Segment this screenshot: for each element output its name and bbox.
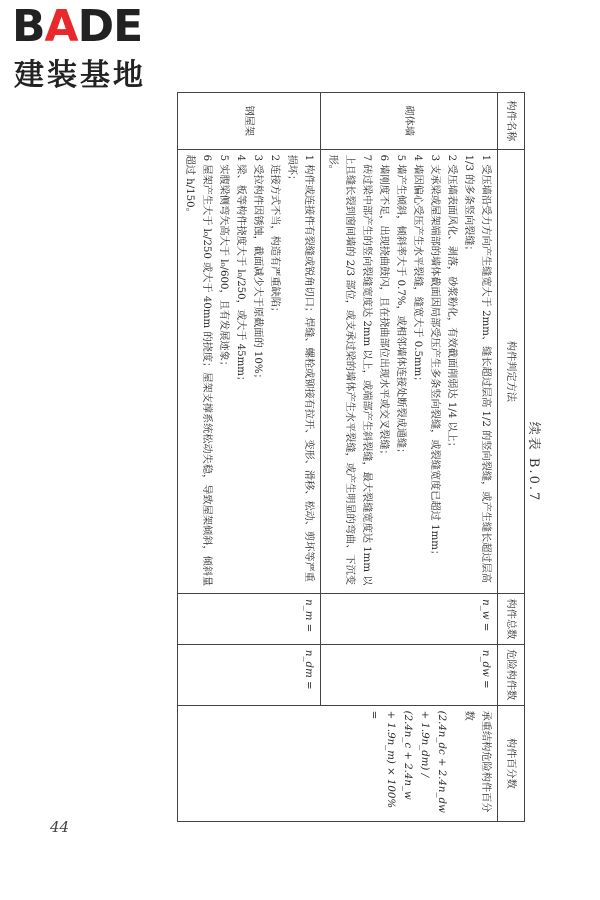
row-methods bbox=[321, 149, 498, 594]
row-danger: n_dw = bbox=[321, 644, 498, 705]
method-item: 7 砖过梁中部产生的竖向裂缝宽度达 2mm 以上，或端部产生斜裂缝，最大裂缝宽度达 1mm 以上且缝长裂到窗间墙的 2/3 部位，或支承过梁的墙体产生水平裂缝，或产生明显的弯曲、下沉变形。 bbox=[327, 154, 372, 586]
row-danger: n_dm = bbox=[178, 644, 321, 705]
header-method: 构件判定方法 bbox=[498, 149, 525, 594]
page-number: 44 bbox=[50, 818, 70, 836]
percentage-cell bbox=[178, 705, 498, 821]
brand-wordmark: BADE bbox=[12, 1, 143, 52]
method-item: 1 构件或连接件有裂缝或锐角切口；焊缝、螺栓或铆接有拉开、变形、滑移、松动、剪坏等严重损坏； bbox=[286, 154, 314, 582]
table-caption: 续表 B.0.7 bbox=[526, 421, 541, 503]
pct-formula-line: (2.4n_dc + 2.4n_dw bbox=[436, 710, 447, 813]
pct-formula-line: + 1.9n_m) × 100% bbox=[385, 710, 396, 809]
table-row bbox=[321, 93, 498, 822]
header-name: 构件名称 bbox=[498, 93, 525, 150]
method-item: 4 墙因偏心受压产生水平裂缝，缝宽大于 0.5mm； bbox=[412, 154, 423, 387]
method-item: 2 受压墙表面风化、剥落，砂浆粉化，有效截面削弱达 1/4 以上； bbox=[446, 154, 457, 453]
method-item: 3 受拉构件因锈蚀，截面减少大于原截面的 10%； bbox=[252, 154, 263, 384]
rotated-page-content bbox=[113, 92, 553, 832]
table-header-row bbox=[498, 93, 525, 822]
method-item: 3 支承梁或屋架端部的墙体截面因局部受压产生多条竖向裂缝，或裂缝宽度已超过 1mm； bbox=[429, 154, 440, 561]
assessment-table bbox=[177, 92, 525, 822]
method-item: 4 梁、板等构件挠度大于 l₀/250，或大于 45mm； bbox=[235, 154, 246, 387]
pct-equals: = bbox=[368, 710, 379, 720]
pct-formula-line: + 1.9n_dm) / bbox=[419, 710, 430, 778]
method-item: 5 墙产生倾斜，倾斜率大于 0.7%，或相邻墙体连接处断裂成通缝； bbox=[395, 154, 406, 459]
pct-title: 承重结构危险构件百分数 bbox=[463, 710, 491, 813]
pct-formula-line: (2.4n_c + 2.4n_w bbox=[402, 710, 413, 800]
header-danger: 危险构件数 bbox=[498, 644, 525, 705]
row-methods bbox=[178, 149, 321, 594]
header-percentage: 构件百分数 bbox=[498, 705, 525, 821]
method-item: 1 受压墙沿受力方向产生缝宽大于 2mm、缝长超过层高 1/2 的竖向裂缝，或产生缝长超过层高 1/3 的多条竖向裂缝； bbox=[463, 154, 491, 583]
method-item: 6 墙刚度不足，出现挠曲鼓闪，且在挠曲部位出现水平或交叉裂缝； bbox=[378, 154, 389, 460]
header-total: 构件总数 bbox=[498, 594, 525, 645]
method-item: 6 屋架产生大于 l₀/250 或大于 40mm 的挠度；屋架支撑系统松动失稳，导致屋架倾斜，倾斜量超过 h/150。 bbox=[184, 154, 212, 587]
brand-subtitle: 建装基地 bbox=[14, 58, 146, 93]
row-name: 钢屋架 bbox=[178, 93, 321, 150]
row-total: n_w = bbox=[321, 594, 498, 645]
row-total: n_m = bbox=[178, 594, 321, 645]
row-name: 砌体墙 bbox=[321, 93, 498, 150]
method-item: 2 连接方式不当，构造有严重缺陷； bbox=[269, 154, 280, 318]
method-item: 5 实腹梁侧弯矢高大于 l₀/600，且有发展迹象； bbox=[218, 154, 229, 371]
